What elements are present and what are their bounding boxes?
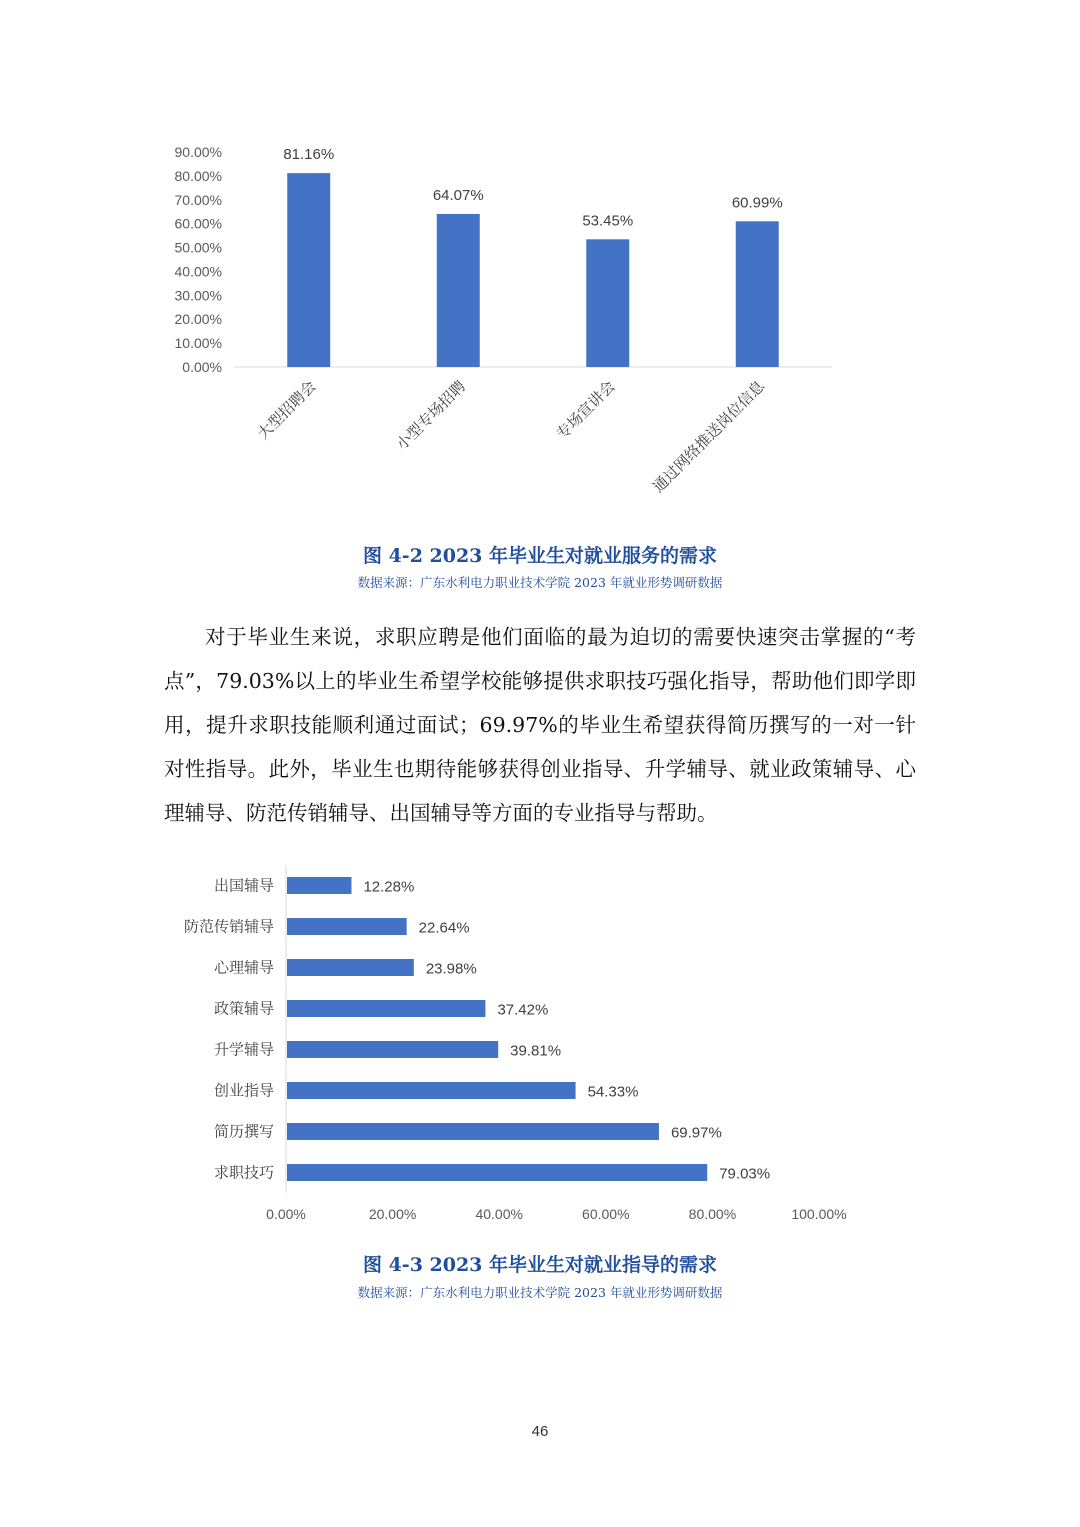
y-tick-label: 60.00% xyxy=(174,215,222,232)
data-label: 37.42% xyxy=(497,1001,549,1019)
employment-guidance-bar-chart xyxy=(0,855,1080,1235)
y-tick-label: 0.00% xyxy=(182,359,222,375)
data-label: 79.03% xyxy=(719,1165,771,1183)
y-tick-label: 70.00% xyxy=(174,191,222,208)
y-category-label: 防范传销辅导 xyxy=(183,918,274,936)
data-label: 23.98% xyxy=(425,960,477,978)
y-tick-label: 10.00% xyxy=(174,335,222,352)
bar-3 xyxy=(586,239,629,367)
x-category-label: 大型招聘会 xyxy=(254,377,320,443)
data-label: 81.16% xyxy=(283,146,335,164)
figure-4-3-caption: 图 4-3 2023 年毕业生对就业指导的需求 xyxy=(362,1254,718,1276)
x-category-label: 小型专场招聘 xyxy=(393,377,470,454)
x-tick-label: 100.00% xyxy=(791,1206,847,1222)
y-tick-label: 50.00% xyxy=(174,239,222,256)
bar-4 xyxy=(287,1000,485,1017)
x-tick-label: 60.00% xyxy=(582,1206,630,1222)
bar-5 xyxy=(287,1041,498,1058)
figure-4-2-caption: 图 4-2 2023 年毕业生对就业服务的需求 xyxy=(362,545,718,567)
x-category-label: 专场宣讲会 xyxy=(553,377,619,443)
y-category-label: 心理辅导 xyxy=(213,959,274,977)
bar-1 xyxy=(287,877,351,894)
employment-service-bar-chart xyxy=(0,130,1080,530)
y-category-label: 简历撰写 xyxy=(213,1123,274,1141)
figure-4-3-source: 数据来源：广东水利电力职业技术学院 2023 年就业形势调研数据 xyxy=(357,1285,723,1300)
bar-6 xyxy=(287,1082,576,1099)
data-label: 60.99% xyxy=(731,194,783,212)
y-category-label: 创业指导 xyxy=(213,1082,274,1100)
bar-3 xyxy=(287,959,414,976)
y-tick-label: 80.00% xyxy=(174,167,222,184)
x-tick-label: 80.00% xyxy=(688,1206,737,1222)
x-category-label: 通过网络推送岗位信息 xyxy=(649,377,769,496)
data-label: 69.97% xyxy=(670,1124,722,1142)
bar-2 xyxy=(437,214,480,367)
data-label: 22.64% xyxy=(418,919,470,937)
body-paragraph: 对于毕业生来说，求职应聘是他们面临的最为迫切的需要快速突击掌握的“考点”，79.03%以上的毕业生希望学校能够提供求职技巧强化指导，帮助他们即学即用，提升求职技能顺利通过面试；69.97%的毕业生希望获得简历撰写的一对一针对性指导。此外，毕业生也期待能够获得创业指导、升学辅导、就业政策辅导、心理辅导、防范传销辅导、出国辅导等方面的专业指导与帮助。 xyxy=(164,625,916,825)
y-category-label: 出国辅导 xyxy=(213,877,274,895)
bar-4 xyxy=(736,221,779,367)
x-tick-label: 0.00% xyxy=(266,1206,306,1222)
y-category-label: 求职技巧 xyxy=(213,1164,274,1182)
data-label: 53.45% xyxy=(582,212,634,230)
bar-8 xyxy=(287,1164,707,1181)
y-tick-label: 90.00% xyxy=(174,144,222,160)
bar-1 xyxy=(287,173,330,367)
figure-4-2-source: 数据来源：广东水利电力职业技术学院 2023 年就业形势调研数据 xyxy=(357,575,723,590)
x-tick-label: 20.00% xyxy=(368,1206,417,1222)
page-number: 46 xyxy=(531,1423,549,1440)
data-label: 39.81% xyxy=(510,1042,562,1060)
y-tick-label: 30.00% xyxy=(174,287,222,304)
x-tick-label: 40.00% xyxy=(475,1206,523,1222)
y-tick-label: 40.00% xyxy=(174,263,222,280)
y-category-label: 政策辅导 xyxy=(213,1000,274,1018)
data-label: 64.07% xyxy=(432,186,484,204)
data-label: 12.28% xyxy=(363,878,415,896)
y-tick-label: 20.00% xyxy=(174,311,222,328)
bar-7 xyxy=(287,1123,659,1140)
bar-2 xyxy=(287,918,407,935)
y-category-label: 升学辅导 xyxy=(213,1041,274,1059)
data-label: 54.33% xyxy=(587,1083,639,1101)
